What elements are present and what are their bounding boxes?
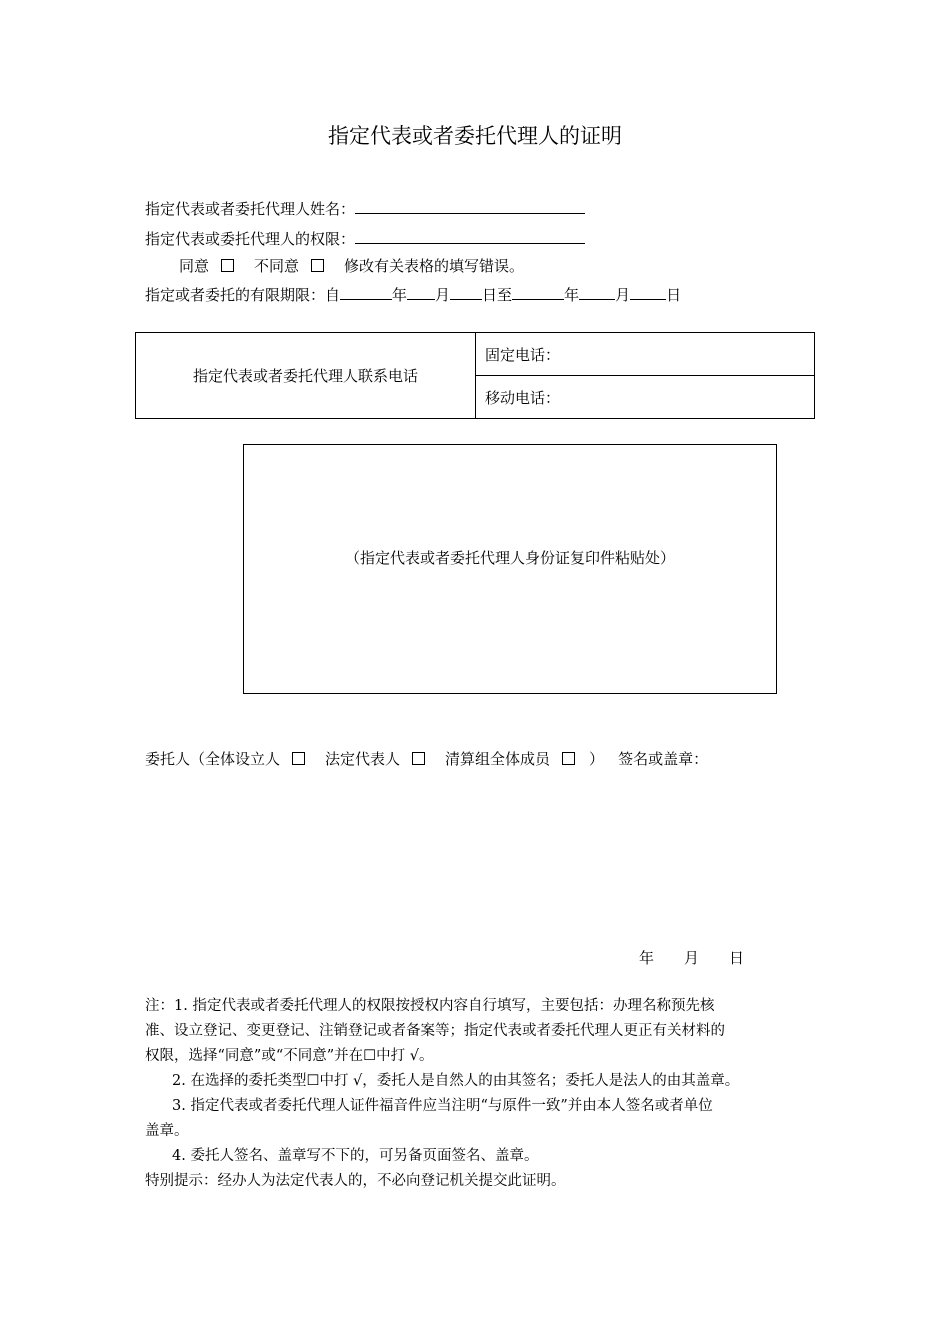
- page-title: 指定代表或者委托代理人的证明: [328, 124, 622, 148]
- disagree-label: 不同意: [254, 257, 300, 275]
- period-label: 指定或者委托的有限期限：自: [145, 286, 341, 304]
- date-year: 年: [639, 949, 655, 967]
- sign-label: 签名或盖章：: [618, 750, 709, 768]
- start-month-label: 月: [435, 286, 451, 304]
- special-tip: 特别提示：经办人为法定代表人的，不必向登记机关提交此证明。: [145, 1173, 566, 1189]
- end-month-blank[interactable]: [579, 283, 615, 300]
- note-4: 4. 委托人签名、盖章写不下的，可另备页面签名、盖章。: [172, 1148, 539, 1164]
- modify-text: 修改有关表格的填写错误。: [344, 257, 525, 275]
- contact-label: 指定代表或者委托代理人联系电话: [136, 333, 476, 418]
- start-day-to-label: 日至: [482, 286, 513, 304]
- end-year-label: 年: [564, 286, 580, 304]
- id-copy-box: [243, 444, 777, 694]
- landline-label: 固定电话：: [485, 345, 561, 364]
- disagree-checkbox[interactable]: [311, 259, 324, 272]
- start-year-label: 年: [392, 286, 408, 304]
- mobile-cell[interactable]: [476, 376, 814, 418]
- start-day-blank[interactable]: [450, 283, 482, 300]
- agree-checkbox[interactable]: [221, 259, 234, 272]
- consent-row: [179, 255, 524, 276]
- date-day: 日: [729, 949, 745, 967]
- start-year-blank[interactable]: [340, 283, 392, 300]
- notes: [145, 994, 739, 1194]
- name-blank[interactable]: [355, 197, 585, 214]
- end-day-label: 日: [666, 286, 682, 304]
- note-1-line-1: 注：1. 指定代表或者委托代理人的权限按授权内容自行填写，主要包括：办理名称预先核: [145, 998, 715, 1014]
- principal-row: [145, 748, 708, 769]
- date-line: [639, 947, 744, 968]
- end-year-blank[interactable]: [512, 283, 564, 300]
- liquidation-label: 清算组全体成员: [445, 750, 551, 768]
- authority-label: 指定代表或委托代理人的权限：: [145, 230, 356, 248]
- legal-rep-label: 法定代表人: [325, 750, 401, 768]
- principal-prefix: 委托人（全体设立人: [145, 750, 281, 768]
- note-1-line-2: 准、设立登记、变更登记、注销登记或者备案等；指定代表或者委托代理人更正有关材料的: [145, 1023, 725, 1039]
- end-month-label: 月: [615, 286, 631, 304]
- end-day-blank[interactable]: [630, 283, 666, 300]
- period-row: [145, 283, 681, 305]
- mobile-label: 移动电话：: [485, 388, 561, 407]
- contact-table: [135, 332, 815, 419]
- note-3-line-2: 盖章。: [145, 1123, 189, 1139]
- name-label: 指定代表或者委托代理人姓名：: [145, 200, 356, 218]
- all-founders-checkbox[interactable]: [292, 752, 305, 765]
- principal-close: ）: [589, 750, 605, 768]
- note-3-line-1: 3. 指定代表或者委托代理人证件福音件应当注明“与原件一致”并由本人签名或者单位: [172, 1098, 713, 1114]
- start-month-blank[interactable]: [407, 283, 435, 300]
- authority-row: [145, 227, 585, 249]
- date-month: 月: [684, 949, 700, 967]
- id-copy-text: （指定代表或者委托代理人身份证复印件粘贴处）: [344, 549, 675, 567]
- name-row: [145, 197, 585, 219]
- note-2: 2. 在选择的委托类型☐中打 √，委托人是自然人的由其签名；委托人是法人的由其盖章。: [172, 1073, 740, 1089]
- legal-rep-checkbox[interactable]: [412, 752, 425, 765]
- liquidation-checkbox[interactable]: [562, 752, 575, 765]
- agree-label: 同意: [179, 257, 210, 275]
- note-1-line-3: 权限，选择“同意”或“不同意”并在☐中打 √。: [145, 1048, 434, 1064]
- authority-blank[interactable]: [355, 227, 585, 244]
- landline-cell[interactable]: [476, 333, 814, 376]
